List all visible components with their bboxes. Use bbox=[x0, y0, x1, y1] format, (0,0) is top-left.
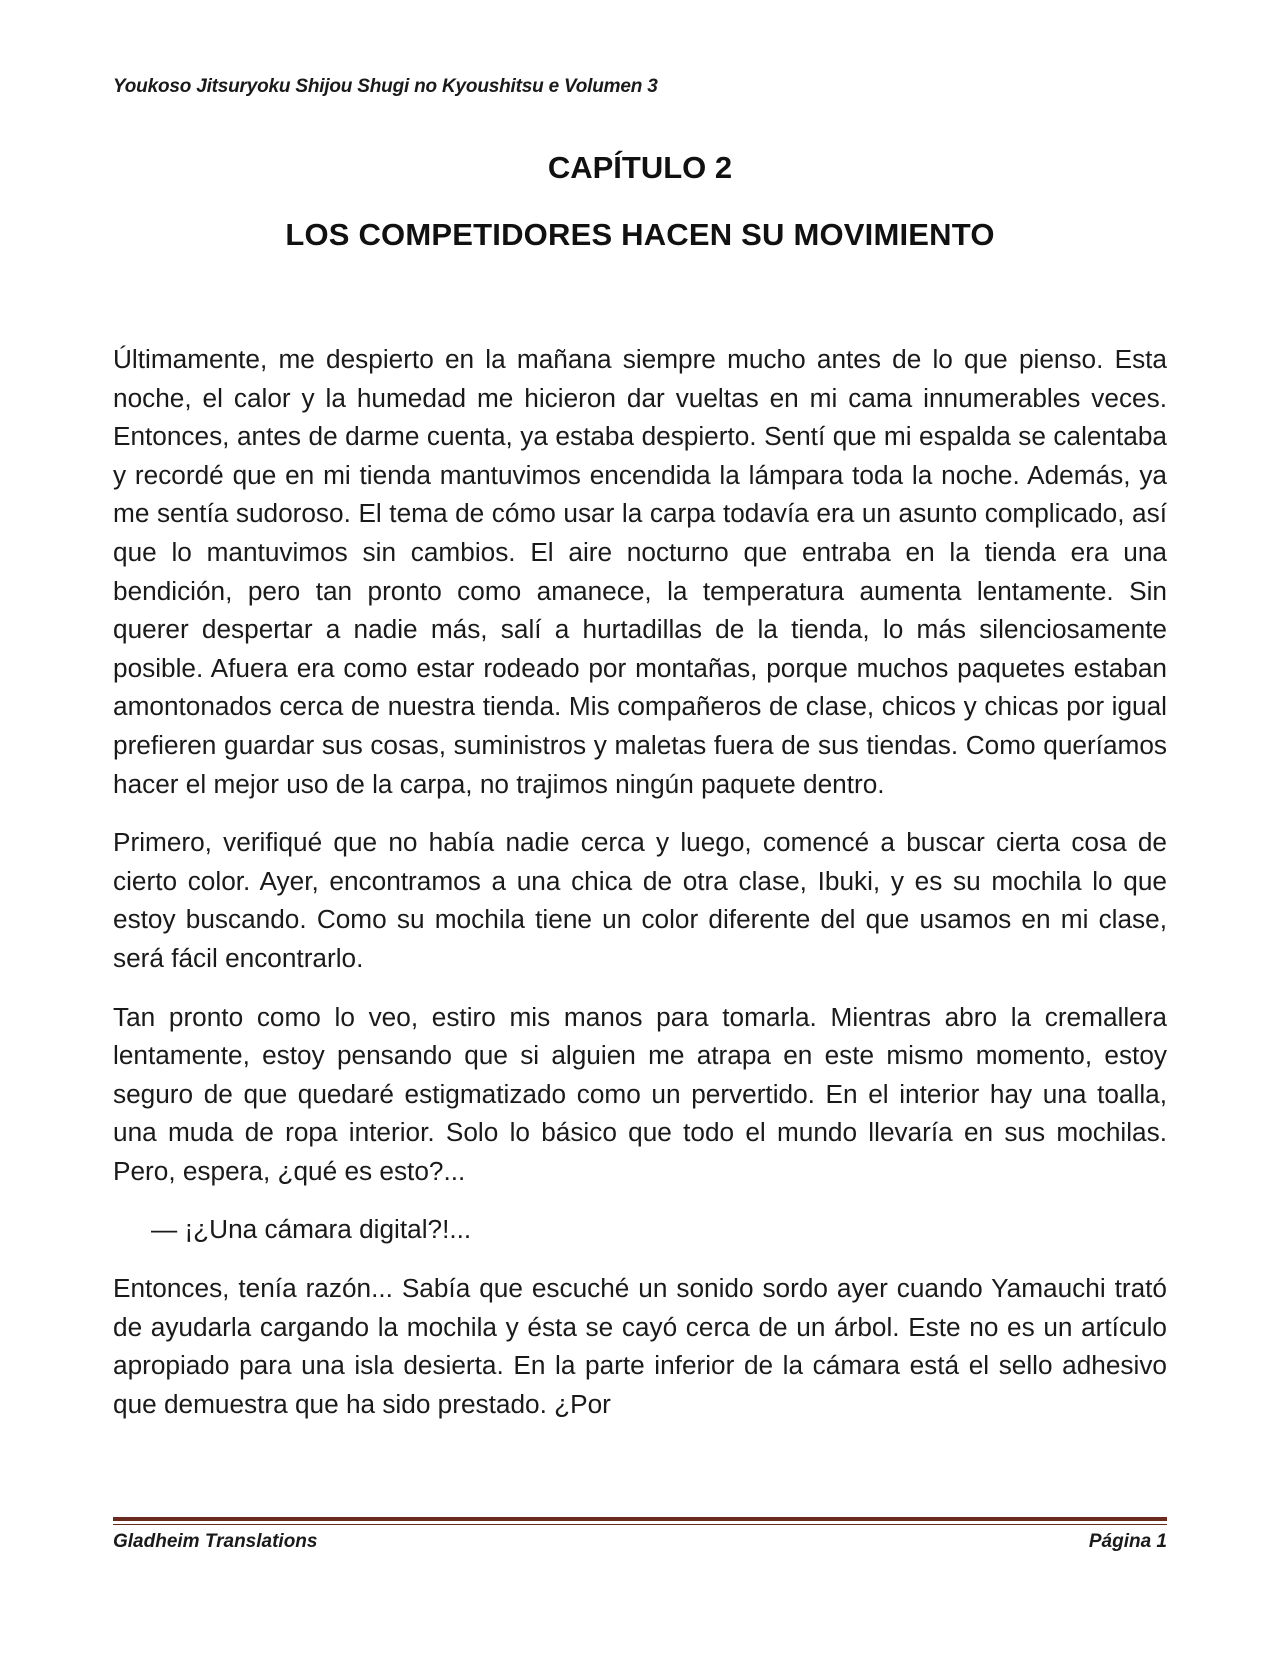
chapter-number: CAPÍTULO 2 bbox=[547, 150, 733, 185]
paragraph: Entonces, tenía razón... Sabía que escuché un sonido sordo ayer cuando Yamauchi trató de ayudarla cargando la mochila y ésta se cayó cerca de un árbol. Este no es un artículo apropiado para una isla desierta. En la parte inferior de la cámara está el sello adhesivo que demuestra que ha sido prestado. ¿Por bbox=[113, 1273, 1167, 1419]
footer-divider-thin bbox=[113, 1524, 1167, 1525]
running-header: Youkoso Jitsuryoku Shijou Shugi no Kyoushitsu e Volumen 3 bbox=[113, 76, 658, 97]
chapter-title: LOS COMPETIDORES HACEN SU MOVIMIENTO bbox=[285, 217, 995, 252]
body-text bbox=[113, 340, 1167, 1443]
paragraph: Primero, verifiqué que no había nadie cerca y luego, comencé a buscar cierta cosa de cierto color. Ayer, encontramos a una chica de otra clase, Ibuki, y es su mochila lo que estoy buscando. Como su mochila tiene un color diferente del que usamos en mi clase, será fácil encontrarlo. bbox=[113, 827, 1167, 973]
footer-divider bbox=[113, 1517, 1167, 1521]
dialogue-line: — ¡¿Una cámara digital?!... bbox=[151, 1214, 472, 1245]
paragraph: Últimamente, me despierto en la mañana siempre mucho antes de lo que pienso. Esta noche, el calor y la humedad me hicieron dar vueltas en mi cama innumerables veces. Entonces, antes de darme cuenta, ya estaba despierto. Sentí que mi espalda se calentaba y recordé que en mi tienda mantuvimos encendida la lámpara toda la noche. Además, ya me sentía sudoroso. El tema de cómo usar la carpa todavía era un asunto complicado, así que lo mantuvimos sin cambios. El aire nocturno que entraba en la tienda era una bendición, pero tan pronto como amanece, la temperatura aumenta lentamente. Sin querer despertar a nadie más, salí a hurtadillas de la tienda, lo más silenciosamente posible. Afuera era como estar rodeado por montañas, porque muchos paquetes estaban amontonados cerca de nuestra tienda. Mis compañeros de clase, chicos y chicas por igual prefieren guardar sus cosas, suministros y maletas fuera de sus tiendas. Como queríamos hacer el mejor uso de la carpa, no trajimos ningún paquete dentro. bbox=[113, 344, 1167, 799]
paragraph: Tan pronto como lo veo, estiro mis manos para tomarla. Mientras abro la cremallera lentamente, estoy pensando que si alguien me atrapa en este mismo momento, estoy seguro de que quedaré estigmatizado como un pervertido. En el interior hay una toalla, una muda de ropa interior. Solo lo básico que todo el mundo llevaría en sus mochilas. Pero, espera, ¿qué es esto?... bbox=[113, 1001, 1167, 1186]
page-number: Página 1 bbox=[1088, 1531, 1167, 1552]
footer-publisher: Gladheim Translations bbox=[113, 1531, 318, 1552]
